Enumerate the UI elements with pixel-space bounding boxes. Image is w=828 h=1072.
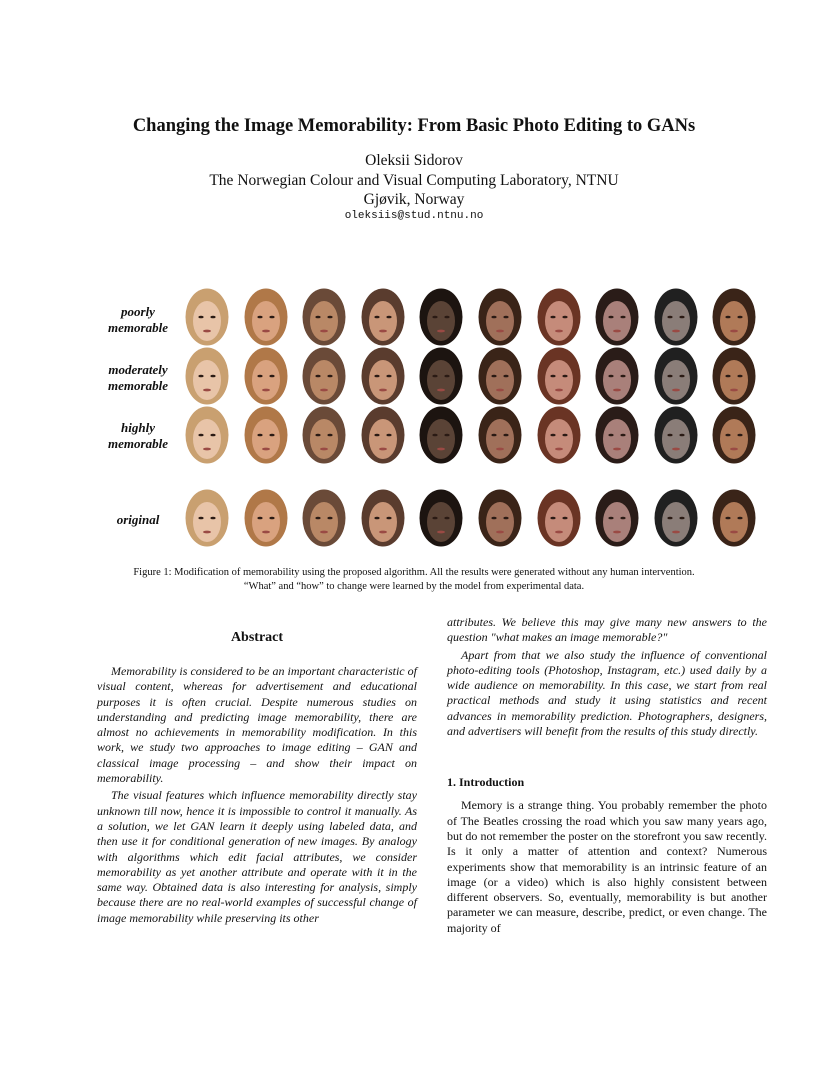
face-portrait-image [419,406,463,464]
face-portrait-image [478,489,522,547]
row-label-original: original [116,512,160,527]
face-portrait-image [654,489,698,547]
face-portrait-image [419,288,463,346]
intro-paragraph: Memory is a strange thing. You probably remember the photo of The Beatles crossing the road which you saw many years ago, but do not remember the poster on the storefront you saw recently. Is it only a matter of attention and context? Numerous experiments show that memorability is an intrinsic feature of an image (or a video) which is also highly consistent between different observers. So, eventually, memorability is but another parameter we can measure, describe, predict, or even change. The majority of [447,798,767,935]
face-portrait-image [361,489,405,547]
face-portrait-image [654,347,698,405]
face-portrait-image [361,347,405,405]
face-portrait-image [419,489,463,547]
face-portrait-image [478,347,522,405]
face-portrait-image [595,406,639,464]
face-portrait-image [654,406,698,464]
author-location: Gjøvik, Norway [363,191,465,208]
face-portrait-image [361,288,405,346]
figure-caption: Figure 1: Modification of memorability using the proposed algorithm. All the results were generated without any human intervention. “What” and “how” to change were learned by the model from experimental data. [133,567,695,592]
face-portrait-image [595,489,639,547]
author-affiliation: The Norwegian Colour and Visual Computing Laboratory, NTNU [209,172,619,189]
abstract-paragraph: Memorability is considered to be an important characteristic of visual content, whereas for advertisement and educational purposes it is often crucial. Despite numerous studies on understanding and predicting image memorability, there are almost no achievements in memorability modification. In this work, we study two approaches to image editing – GAN and classical image processing – and show their impact on memorability. [97,664,417,786]
right-column [447,615,767,936]
face-portrait-image [244,288,288,346]
face-portrait-image [478,406,522,464]
abstract-paragraph: Apart from that we also study the influence of conventional photo-editing tools (Photoshop, Instagram, etc.) used daily by a wide audience on memorability. In this case, we start from real practical methods and study it using statistics and recent advances in memorability prediction. Photographers, designers, and advertisers will benefit from the results of this study directly. [447,647,767,739]
author-email: oleksiis@stud.ntnu.no [344,210,484,222]
face-portrait-image [185,347,229,405]
face-portrait-image [537,288,581,346]
abstract-paragraph: attributes. We believe this may give many new answers to the question "what makes an image memorable?" [447,615,767,645]
row-label-poorly: poorly memorable [108,304,168,335]
face-portrait-image [537,406,581,464]
face-portrait-image [185,489,229,547]
face-portrait-image [244,347,288,405]
faces-row-poorly [178,287,764,347]
face-portrait-image [712,347,756,405]
face-portrait-image [185,406,229,464]
face-portrait-image [595,347,639,405]
intro-heading: 1. Introduction [447,775,525,790]
abstract-heading: Abstract [230,630,284,645]
face-portrait-image [244,489,288,547]
faces-row-highly [178,405,764,465]
face-portrait-image [712,489,756,547]
faces-row-moderately [178,346,764,406]
face-portrait-image [478,288,522,346]
face-portrait-image [712,288,756,346]
face-portrait-image [712,406,756,464]
face-portrait-image [302,288,346,346]
row-label-moderately: moderately memorable [108,362,168,393]
faces-row-original [178,488,764,548]
face-portrait-image [302,406,346,464]
face-portrait-image [302,347,346,405]
face-portrait-image [185,288,229,346]
author-name: Oleksii Sidorov [365,152,463,169]
row-label-highly: highly memorable [108,420,168,451]
left-column [97,630,417,926]
paper-title: Changing the Image Memorability: From Basic Photo Editing to GANs [132,116,696,136]
face-portrait-image [537,347,581,405]
face-portrait-image [537,489,581,547]
face-portrait-image [595,288,639,346]
face-portrait-image [361,406,405,464]
face-portrait-image [419,347,463,405]
face-portrait-image [654,288,698,346]
abstract-paragraph: The visual features which influence memorability directly stay unknown till now, hence it is impossible to control it manually. As a solution, we let GAN learn it deeply using labeled data, and then use it for conditional generation of new images. By analogy with algorithms which edit facial attributes, we consider memorability as yet another attribute and operate with it in the same way. Obtained data is also interesting for analysis, simply because there are no real-world examples of successful change of image memorability while preserving its other [97,788,417,925]
face-portrait-image [302,489,346,547]
face-portrait-image [244,406,288,464]
